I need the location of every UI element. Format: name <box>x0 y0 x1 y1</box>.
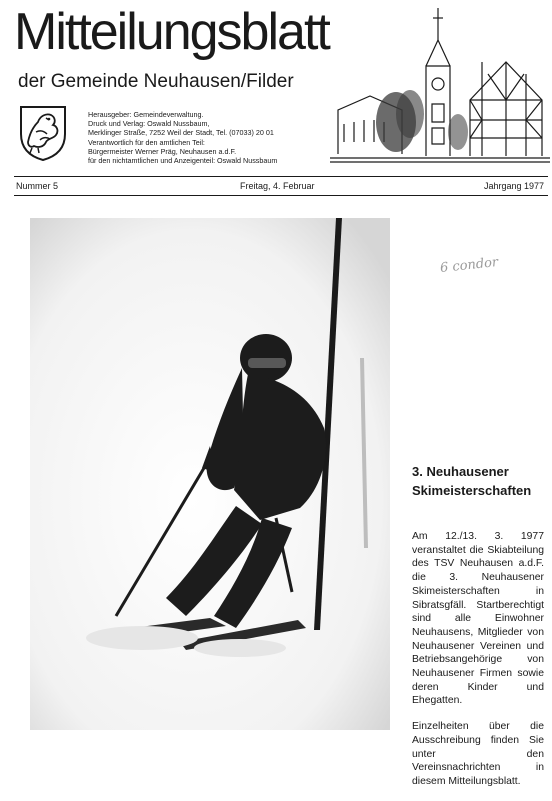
masthead-subtitle: der Gemeinde Neuhausen/Filder <box>18 71 294 92</box>
headline-line: Skimeisterschaften <box>412 483 532 498</box>
village-illustration <box>330 4 550 174</box>
divider-top <box>14 176 548 177</box>
imprint-line: für den nichtamtlichen und Anzeigenteil: Oswald Nussbaum <box>88 156 278 166</box>
coat-of-arms-icon <box>18 104 68 162</box>
imprint-line: Verantwortlich für den amtlichen Teil: <box>88 137 205 147</box>
issue-year: Jahrgang 1977 <box>483 181 544 191</box>
skier-photo <box>30 218 390 730</box>
handwritten-note: 6 condor <box>439 254 499 277</box>
article-paragraph: Einzelheiten über die Ausschreibung finden Sie unter den Vereinsnachrichten in diesem Mitteilungsblatt. <box>412 721 544 787</box>
imprint <box>88 110 277 165</box>
divider-bottom <box>14 195 548 196</box>
imprint-line: Druck und Verlag: Oswald Nussbaum, <box>88 119 210 129</box>
article-headline <box>412 462 552 500</box>
imprint-line: Merklinger Straße, 7252 Weil der Stadt, Tel. (07033) 20 01 <box>88 128 274 138</box>
article-paragraph: Am 12./13. 3. 1977 veranstaltet die Skiabteilung des TSV Neuhausen a.d.F. die 3. Neuhausener Skimeisterschaften in Sibratsgfäll. Startberechtigt sind alle Einwohner Neuhausens, Mitglieder von Neuhausener Vereinen und Betriebsangehörige von Neuhausener Firmen sowie deren Kinder und Ehegatten. <box>412 531 544 707</box>
imprint-line: Bürgermeister Werner Präg, Neuhausen a.d.F. <box>88 146 237 156</box>
imprint-line: Herausgeber: Gemeindeverwaltung. <box>88 110 204 119</box>
issue-number: Nummer 5 <box>16 181 59 191</box>
masthead-title: Mitteilungsblatt <box>14 3 329 61</box>
headline-line: 3. Neuhausener <box>412 464 509 479</box>
issue-date: Freitag, 4. Februar <box>240 181 315 191</box>
article-body <box>412 530 544 801</box>
